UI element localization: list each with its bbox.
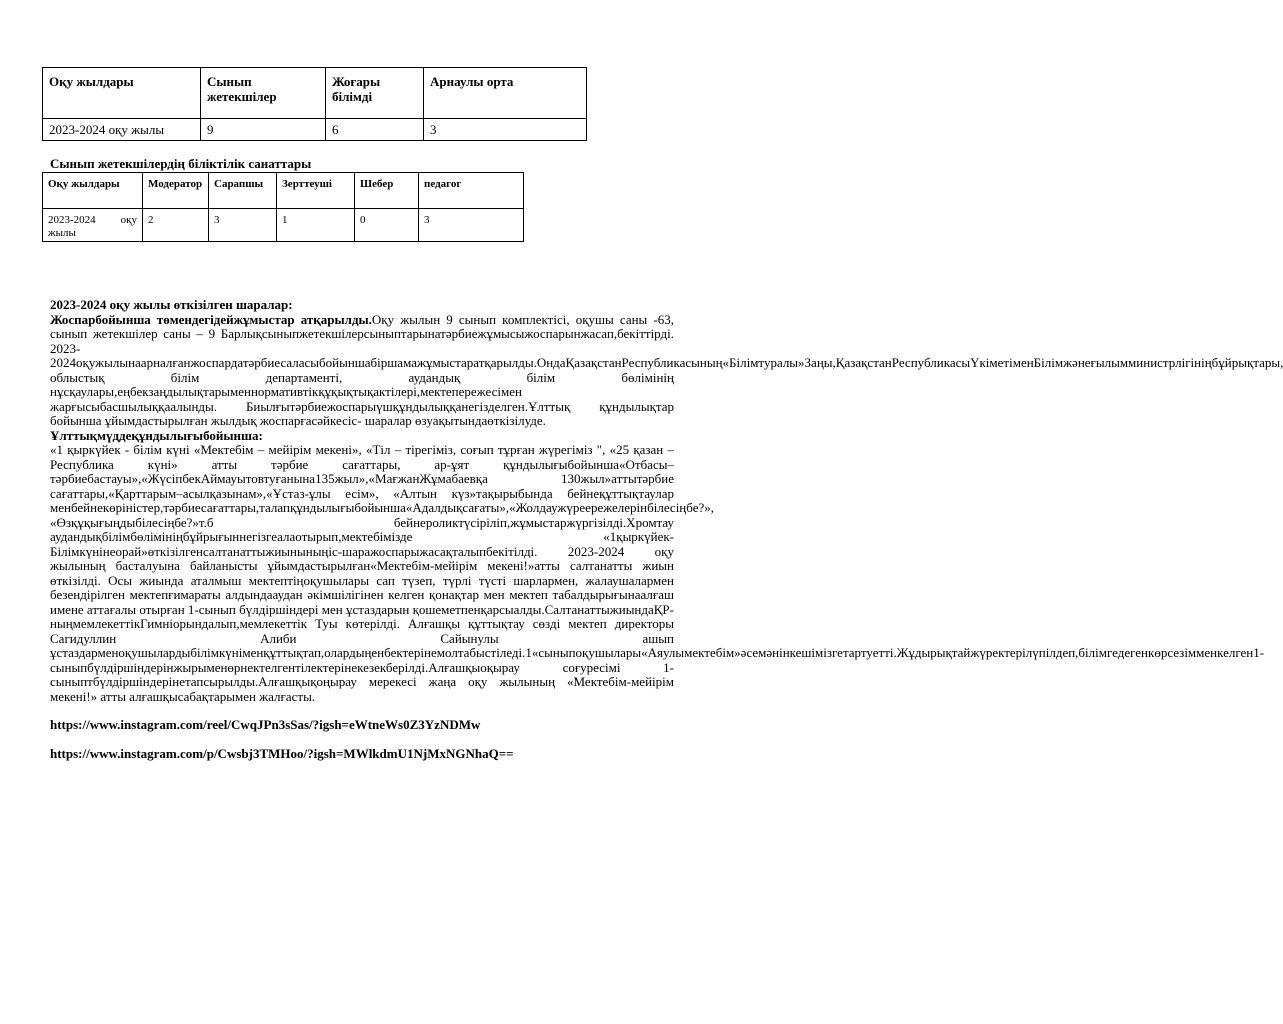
header-secondary-special: Арнаулы орта [424,68,587,119]
cell-year [43,209,143,242]
plan-text: Оқу жылын 9 сынып комплектісі, оқушы саны -63, сынып жетекшілер саны – 9 Барлықсыныпжетекшілерсыныптарынатәрбиежұмысыжоспарынжасап,бекіттірді. 2023-2024оқужылынаарналғанжоспардатәрбиесаласыбойыншабіршамажұмыстаратқарылды.ОндаҚазақстанРеспубликасының«Білімтуралы»Заңы,ҚазақстанРеспубликасыҮкіметіменБілімжәнеғылымминистрлігініңбұйрықтары, облыстық білім департаменті, аудандық білім бөлімінің нұсқаулары,еңбекзаңдылықтарыменнормативтікқұқықтықактілері,мектепережесімен жарғысыбасшылыққаалынды. Биылғытәрбиежоспарыүшқұндылыққанегізделген.Ұлттық құндылықтар бойынша ұйымдастырылған жылдық жоспарғасәйкесіс- шаралар өзуақытындаөткізілуде. [50,311,1283,428]
national-values-paragraph: «1 қыркүйек - білім күні «Мектебім – мейірім мекені», «Тіл – тірегіміз, соғып тұрған жүрегіміз ", «25 қазан – Республика күні» атты тәрбие сағаттары, ар-ұят құндылығыбойынша«Отбасы–тәрбиебастауы»,«ЖүсіпбекАймауытовтуғанына135жыл»,«МағжанЖұмабаевқа 130жыл»аттытәрбие сағаттары,«Қарттарым–асылқазынам»,«Ұстаз-ұлы есім», «Алтын күз»тақырыбында бейнеқұттықтаулар менбейнекөріністер,тәрбиесағаттары,талапқұндылығыбойынша«Адалдықсағаты»,«Жолдаужүреережелерінбілесіңбе?», «Өзқұқығыңдыбілесіңбе?»т.б бейнероликтүсіріліп,жұмыстаржүргізілді.Хромтау аудандықбілімбөлімініңбұйрығыннегізгеалаотырып,мектебімізде «1қыркүйек-Білімкүнінеорай»өткізілгенсалтанаттыжиыныныңіс-шаражоспарыжасақталыпбекітілді. 2023-2024 оқу жылының басталуына байланысты ұйымдастырылған«Мектебім-мейірім мекені!»атты салтанатты жиын өткізілді. Осы жиында аталмыш мектептіңоқушылары сап түзеп, түрлі түсті шарлармен, жалаушалармен безендірілген мектепғимараты алдындааудан әкімшілігінен келген қонақтар мен мектеп табалдырығынаалғаш имене аттағалы отырған 1-сынып бүлдіршіндері мен ұстаздарын қошеметпенқарсыалды.СалтанаттыжиындаҚР-ныңмемлекеттікГимніорындалып,мемлекеттік Туы көтерілді. Алғашқы құттықтау сөзді мектеп директоры Сагидуллин Алиби Сайынулы ашып ұстаздарменоқушылардыбілімкүніменқұттықтап,олардыңенбектерінемолтабыстіледі.1«сыныпоқушылары«Аяулымектебім»әсемәнінкешімізгетартуетті.Жұдырықтайжүректерілүпілдеп,білімгедегенкөрсезімменкелген1-сыныпбүлдіршіндерінжырыменөрнектелгентілектерінекезекберілді.Алғашқыоқырау соғуресімі 1-сыныптбүлдіршіндерінетапсырылды.Алғашқықоңырау мерекесі жаңа оқу жылының «Мектебім-мейірім мекені!» атты алғашқысабақтарымен жалғасты. [50,442,1265,704]
cell-pedagogue: 3 [419,209,524,242]
cell-master: 0 [355,209,419,242]
instagram-link-1[interactable]: https://www.instagram.com/reel/CwqJPn3sSas/?igsh=eWtneWs0Z3YzNDMw [50,717,481,732]
header-study-years: Оқу жылдары [43,68,201,119]
report-body [50,297,1283,761]
staff-education-table [42,67,587,141]
national-values-heading: Ұлттықмүддеқұндылығыбойынша: [50,427,263,443]
cell-year: 2023-2024 оқу жылы [43,119,201,141]
header-pedagogue: педагог [419,173,524,209]
cell-secondary-count: 3 [424,119,587,141]
cell-moderator: 2 [143,209,209,242]
header-moderator: Модератор [143,173,209,209]
qualification-table-title: Сынып жетекшілердің біліктілік санаттары [50,156,312,171]
cell-researcher: 1 [277,209,355,242]
cell-year-text: 2023-2024 оқу жылы [48,214,137,239]
plan-lead: Жоспарбойынша төмендегідейжұмыстар атқарылды. [50,311,372,327]
table-row [43,209,524,242]
plan-paragraph [50,311,1283,429]
instagram-link-2[interactable]: https://www.instagram.com/p/Cwsbj3TMHoo/?igsh=MWlkdmU1NjMxNGNhaQ== [50,745,514,761]
header-class-teachers: Сынып жетекшілер [201,68,326,119]
table-header-row [43,68,587,119]
cell-expert: 3 [209,209,277,242]
events-heading: 2023-2024 оқу жылы өткізілген шаралар: [50,297,293,312]
table-header-row [43,173,524,209]
table-row [43,119,587,141]
header-researcher: Зерттеуші [277,173,355,209]
header-higher-education: Жоғары білімді [326,68,424,119]
qualification-table [42,172,524,242]
header-expert: Сарапшы [209,173,277,209]
cell-higher-count: 6 [326,119,424,141]
cell-teachers-count: 9 [201,119,326,141]
header-study-years: Оқу жылдары [43,173,143,209]
header-master: Шебер [355,173,419,209]
